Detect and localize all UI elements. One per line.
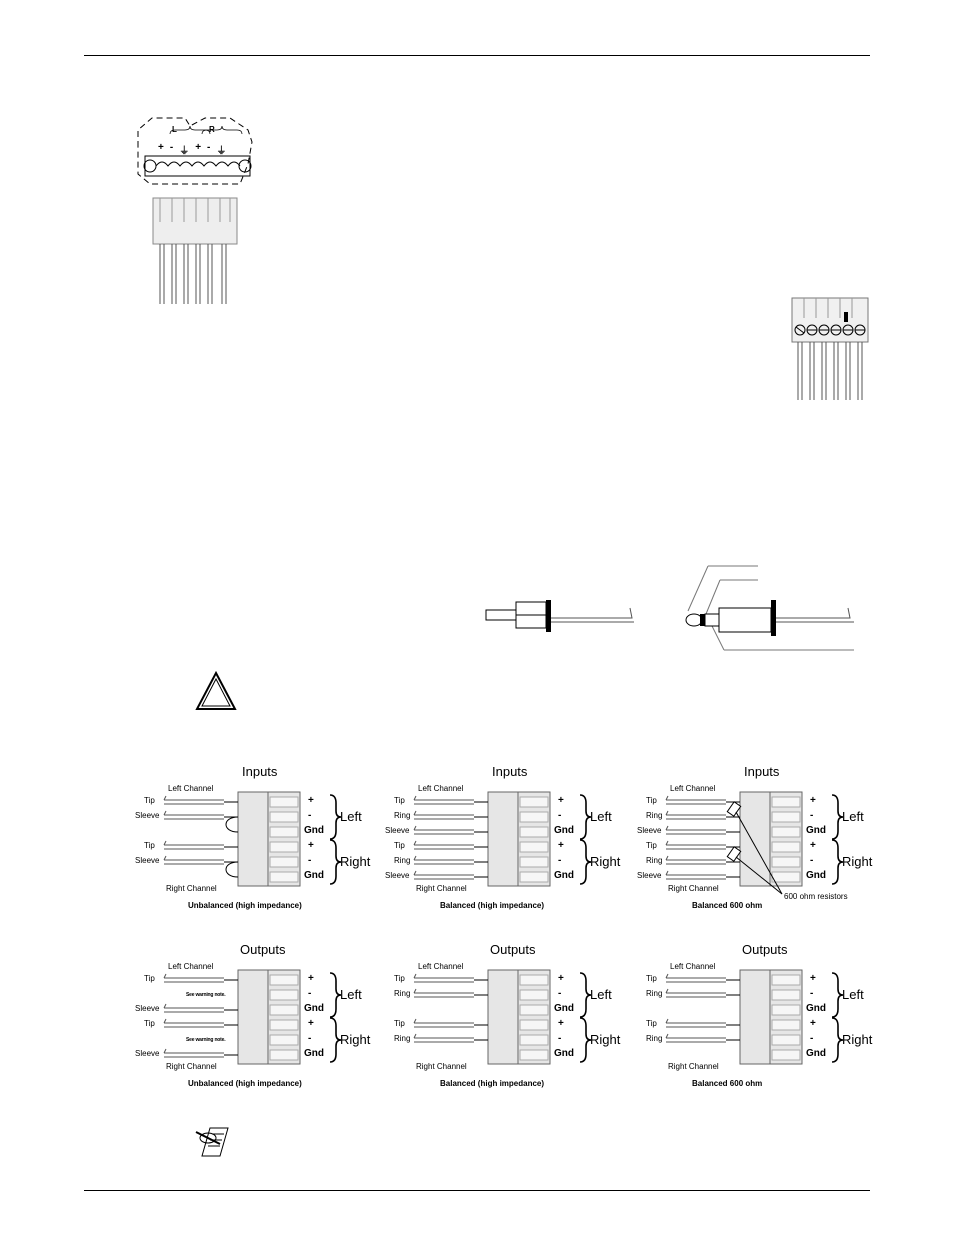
wire: [414, 796, 474, 804]
pin-symbol: Gnd: [304, 825, 324, 836]
pin-symbol: -: [810, 855, 814, 866]
terminal-slot: [520, 842, 548, 852]
input-wiring-diagram: [632, 764, 872, 934]
terminal-slot: [270, 1050, 298, 1060]
left-channel-label: Left Channel: [168, 962, 214, 971]
pin-symbol: +: [308, 795, 314, 806]
pin-symbol: Gnd: [806, 1048, 826, 1059]
terminal-slot: [520, 812, 548, 822]
wire-label: Tip: [144, 841, 155, 850]
channel-name-left: Left: [340, 987, 362, 1002]
diagram-title: Inputs: [744, 764, 780, 779]
channel-name-right: Right: [340, 854, 371, 869]
terminal-slot: [520, 872, 548, 882]
pin-symbol: +: [558, 1018, 564, 1029]
wire: [666, 856, 726, 864]
wire-label: Tip: [394, 796, 405, 805]
wire: [164, 1049, 224, 1057]
channel-name-left: Left: [842, 987, 864, 1002]
pin-symbol: Gnd: [554, 825, 574, 836]
wire: [164, 796, 224, 804]
wire: [666, 796, 726, 804]
wiring-svg: [130, 942, 370, 1082]
wire-label: Ring: [646, 989, 663, 998]
wire-label: Sleeve: [385, 826, 410, 835]
terminal-slot: [520, 797, 548, 807]
jumper-loop: [226, 817, 238, 832]
wire: [414, 856, 474, 864]
right-channel-label: Right Channel: [166, 1062, 217, 1071]
wiring-svg: [130, 764, 370, 904]
connector-group-label-r: R: [209, 125, 215, 134]
pin-symbol: -: [558, 855, 562, 866]
channel-name-left: Left: [340, 809, 362, 824]
wire: [414, 989, 474, 997]
pin-symbol: Gnd: [554, 1048, 574, 1059]
diagram-title: Inputs: [492, 764, 528, 779]
diagram-caption: Balanced 600 ohm: [692, 1079, 763, 1088]
terminal-slot: [772, 1005, 800, 1015]
wire: [414, 1019, 474, 1027]
wire-label: Tip: [646, 841, 657, 850]
pin-symbol: Gnd: [806, 870, 826, 881]
wire-label: Tip: [394, 1019, 405, 1028]
terminal-slot: [772, 797, 800, 807]
caution-triangle-icon: [194, 670, 238, 712]
terminal-slot: [270, 1020, 298, 1030]
wire-label: Tip: [394, 841, 405, 850]
rca-plug-drawing: [482, 596, 638, 636]
wire-label: Tip: [646, 1019, 657, 1028]
terminal-slot: [270, 872, 298, 882]
left-channel-label: Left Channel: [670, 784, 716, 793]
wire: [414, 974, 474, 982]
input-wiring-diagram: [130, 764, 370, 934]
pin-symbol: +: [558, 973, 564, 984]
left-channel-label: Left Channel: [418, 784, 464, 793]
wire-label: Tip: [646, 796, 657, 805]
pin-symbol: Gnd: [554, 1003, 574, 1014]
wire: [164, 841, 224, 849]
pin-symbol: +: [308, 1018, 314, 1029]
wire: [164, 1019, 224, 1027]
terminal-slot: [270, 1035, 298, 1045]
wire-label: Sleeve: [135, 1004, 160, 1013]
pin-symbol: -: [308, 988, 312, 999]
terminal-slot: [772, 1035, 800, 1045]
channel-name-right: Right: [842, 1032, 873, 1047]
terminal-slot: [270, 842, 298, 852]
wiring-svg: [380, 942, 620, 1082]
terminal-slot: [270, 797, 298, 807]
terminal-slot: [270, 857, 298, 867]
wire-label: Ring: [646, 811, 663, 820]
pin-symbol: -: [810, 1033, 814, 1044]
pin-symbol: -: [810, 988, 814, 999]
pin-symbol: -: [558, 988, 562, 999]
warning-note: See warning note.: [186, 992, 226, 998]
pin-symbol: -: [810, 810, 814, 821]
pin-symbol: -: [308, 855, 312, 866]
terminal-slot: [520, 975, 548, 985]
diagram-title: Outputs: [240, 942, 286, 957]
resistor-note: 600 ohm resistors: [784, 892, 848, 901]
left-channel-label: Left Channel: [418, 962, 464, 971]
pin-symbol: -: [308, 1033, 312, 1044]
wire-label: Sleeve: [135, 856, 160, 865]
wire-label: Ring: [394, 811, 411, 820]
trs-plug-drawing: [678, 556, 860, 656]
terminal-slot: [772, 827, 800, 837]
channel-name-right: Right: [590, 854, 621, 869]
pin-symbol: -: [207, 142, 211, 153]
wire: [666, 989, 726, 997]
wire-label: Ring: [646, 1034, 663, 1043]
pin-symbol: Gnd: [554, 870, 574, 881]
wiring-svg: [380, 764, 620, 904]
channel-name-right: Right: [842, 854, 873, 869]
wire-label: Sleeve: [637, 826, 662, 835]
right-channel-label: Right Channel: [668, 1062, 719, 1071]
wire-label: Sleeve: [385, 871, 410, 880]
pin-symbol: +: [558, 840, 564, 851]
terminal-slot: [520, 990, 548, 1000]
header-rule: [84, 55, 870, 56]
output-wiring-diagram: [130, 942, 370, 1112]
diagram-title: Inputs: [242, 764, 278, 779]
left-channel-label: Left Channel: [670, 962, 716, 971]
resistor: [727, 802, 740, 816]
connector-pin-symbols: [158, 142, 226, 157]
diagram-caption: Balanced (high impedance): [440, 901, 545, 910]
terminal-slot: [520, 1005, 548, 1015]
wire: [666, 974, 726, 982]
terminal-slot: [270, 812, 298, 822]
input-wiring-diagram: [380, 764, 620, 934]
pin-symbol: +: [810, 840, 816, 851]
pin-symbol: ⏚: [179, 146, 190, 157]
wire-label: Sleeve: [135, 811, 160, 820]
diagram-caption: Balanced (high impedance): [440, 1079, 545, 1088]
pin-symbol: Gnd: [304, 1048, 324, 1059]
wire: [414, 826, 474, 834]
wire: [666, 1034, 726, 1042]
diagram-caption: Unbalanced (high impedance): [188, 901, 302, 910]
channel-name-left: Left: [590, 987, 612, 1002]
diagram-caption: Balanced 600 ohm: [692, 901, 763, 910]
wire-label: Tip: [144, 974, 155, 983]
output-wiring-diagram: [632, 942, 872, 1112]
wire-label: Tip: [394, 974, 405, 983]
pin-symbol: -: [558, 810, 562, 821]
output-wiring-diagram: [380, 942, 620, 1112]
pin-symbol: -: [169, 142, 174, 153]
wire: [164, 1004, 224, 1012]
terminal-slot: [772, 1050, 800, 1060]
wire: [666, 811, 726, 819]
diagram-caption: Unbalanced (high impedance): [188, 1079, 302, 1088]
wiring-svg: [632, 764, 872, 904]
pin-symbol: -: [308, 810, 312, 821]
connector-group-label-l: L: [172, 125, 177, 134]
wire: [666, 1019, 726, 1027]
pin-symbol: +: [308, 840, 314, 851]
footer-rule: [84, 1190, 870, 1191]
wire: [666, 871, 726, 879]
wire: [164, 811, 224, 819]
channel-name-left: Left: [590, 809, 612, 824]
right-channel-label: Right Channel: [668, 884, 719, 893]
pin-symbol: +: [810, 1018, 816, 1029]
terminal-slot: [270, 990, 298, 1000]
wire-label: Sleeve: [637, 871, 662, 880]
terminal-slot: [772, 872, 800, 882]
pin-symbol: Gnd: [806, 825, 826, 836]
warning-note: See warning note.: [186, 1037, 226, 1043]
wire: [666, 826, 726, 834]
terminal-slot: [772, 990, 800, 1000]
pin-symbol: ⏚: [216, 146, 227, 157]
wire-label: Tip: [144, 796, 155, 805]
pin-symbol: +: [810, 795, 816, 806]
left-channel-label: Left Channel: [168, 784, 214, 793]
wire: [414, 841, 474, 849]
terminal-slot: [520, 827, 548, 837]
pin-symbol: Gnd: [304, 1003, 324, 1014]
wire-label: Ring: [394, 1034, 411, 1043]
pin-symbol: +: [810, 973, 816, 984]
wiring-svg: [632, 942, 872, 1082]
pin-symbol: Gnd: [806, 1003, 826, 1014]
jumper-loop: [226, 862, 238, 877]
pin-symbol: +: [195, 142, 202, 153]
terminal-slot: [772, 857, 800, 867]
pin-symbol: +: [158, 142, 164, 153]
wire-label: Tip: [646, 974, 657, 983]
note-pencil-icon: [194, 1124, 234, 1158]
wire: [164, 974, 224, 982]
wire-label: Ring: [394, 989, 411, 998]
wire: [414, 811, 474, 819]
terminal-slot: [520, 857, 548, 867]
pin-symbol: Gnd: [304, 870, 324, 881]
wire-label: Ring: [394, 856, 411, 865]
terminal-slot: [270, 1005, 298, 1015]
channel-name-right: Right: [590, 1032, 621, 1047]
wire-label: Tip: [144, 1019, 155, 1028]
channel-name-left: Left: [842, 809, 864, 824]
diagram-title: Outputs: [742, 942, 788, 957]
wire-label: Ring: [646, 856, 663, 865]
wire-label: Sleeve: [135, 1049, 160, 1058]
terminal-slot: [772, 975, 800, 985]
pin-symbol: +: [308, 973, 314, 984]
terminal-slot: [270, 975, 298, 985]
right-channel-label: Right Channel: [416, 884, 467, 893]
terminal-slot: [772, 812, 800, 822]
pin-symbol: +: [558, 795, 564, 806]
terminal-slot: [520, 1020, 548, 1030]
terminal-block-drawing: [788, 296, 874, 404]
wire: [164, 856, 224, 864]
terminal-slot: [772, 1020, 800, 1030]
channel-name-right: Right: [340, 1032, 371, 1047]
pin-symbol: -: [558, 1033, 562, 1044]
right-channel-label: Right Channel: [416, 1062, 467, 1071]
right-channel-label: Right Channel: [166, 884, 217, 893]
wire: [666, 841, 726, 849]
wire: [414, 1034, 474, 1042]
terminal-slot: [520, 1035, 548, 1045]
terminal-slot: [520, 1050, 548, 1060]
wire: [414, 871, 474, 879]
terminal-slot: [270, 827, 298, 837]
terminal-slot: [772, 842, 800, 852]
diagram-title: Outputs: [490, 942, 536, 957]
